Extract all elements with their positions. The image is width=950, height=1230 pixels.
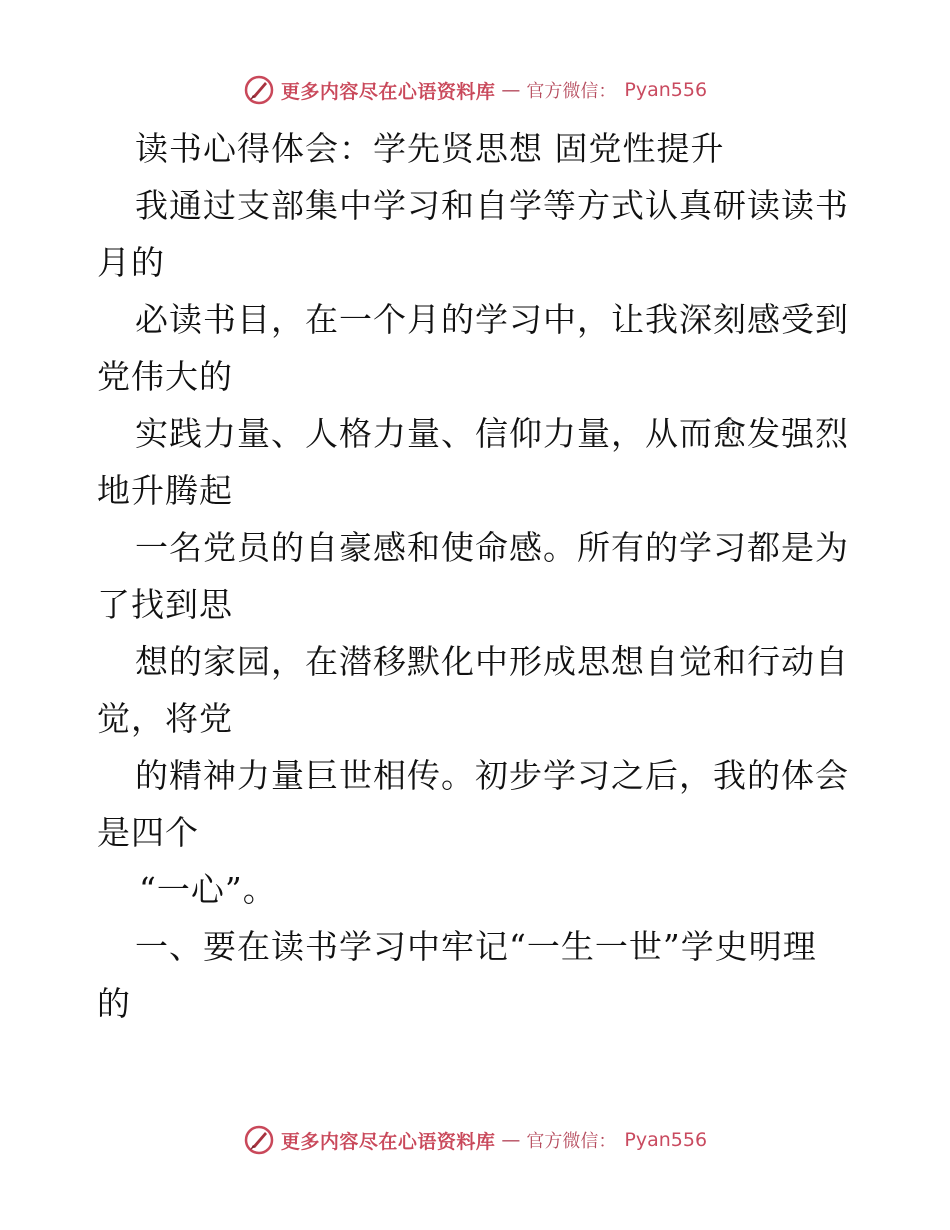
text-line: 月的 bbox=[97, 243, 165, 282]
document-body bbox=[97, 120, 857, 1032]
watermark-wechat-id: Pyan556 bbox=[624, 79, 708, 101]
watermark-wechat-label: 官方微信： bbox=[526, 1131, 617, 1152]
watermark-promo-text: 更多内容尽在心语资料库 bbox=[280, 1130, 496, 1153]
text-line: 的精神力量巨世相传。初步学习之后，我的体会 bbox=[135, 756, 849, 795]
watermark-dash: — bbox=[501, 1129, 521, 1151]
text-line: 的 bbox=[97, 984, 131, 1023]
section-heading: 一、要在读书学习中牢记“一生一世”学史明理 bbox=[135, 927, 817, 966]
watermark-dash: — bbox=[501, 79, 521, 101]
text-line: 了找到思 bbox=[97, 585, 233, 624]
text-line: 地升腾起 bbox=[97, 471, 233, 510]
quill-logo-icon bbox=[243, 1124, 275, 1156]
document-title: 读书心得体会：学先贤思想 固党性提升 bbox=[135, 129, 725, 168]
quill-logo-icon bbox=[243, 74, 275, 106]
header-watermark bbox=[0, 70, 950, 110]
text-line: 想的家园，在潜移默化中形成思想自觉和行动自 bbox=[135, 642, 849, 681]
text-line: 我通过支部集中学习和自学等方式认真研读读书 bbox=[135, 186, 849, 225]
text-line: 必读书目，在一个月的学习中，让我深刻感受到 bbox=[135, 300, 849, 339]
watermark-wechat-label: 官方微信： bbox=[526, 81, 617, 102]
text-line: “一心”。 bbox=[139, 870, 277, 909]
text-line: 觉，将党 bbox=[97, 699, 233, 738]
text-line: 实践力量、人格力量、信仰力量，从而愈发强烈 bbox=[135, 414, 849, 453]
watermark-wechat-id: Pyan556 bbox=[624, 1129, 708, 1151]
watermark-promo-text: 更多内容尽在心语资料库 bbox=[280, 80, 496, 103]
text-line: 是四个 bbox=[97, 813, 199, 852]
text-line: 一名党员的自豪感和使命感。所有的学习都是为 bbox=[135, 528, 849, 567]
text-line: 党伟大的 bbox=[97, 357, 233, 396]
footer-watermark bbox=[0, 1120, 950, 1160]
